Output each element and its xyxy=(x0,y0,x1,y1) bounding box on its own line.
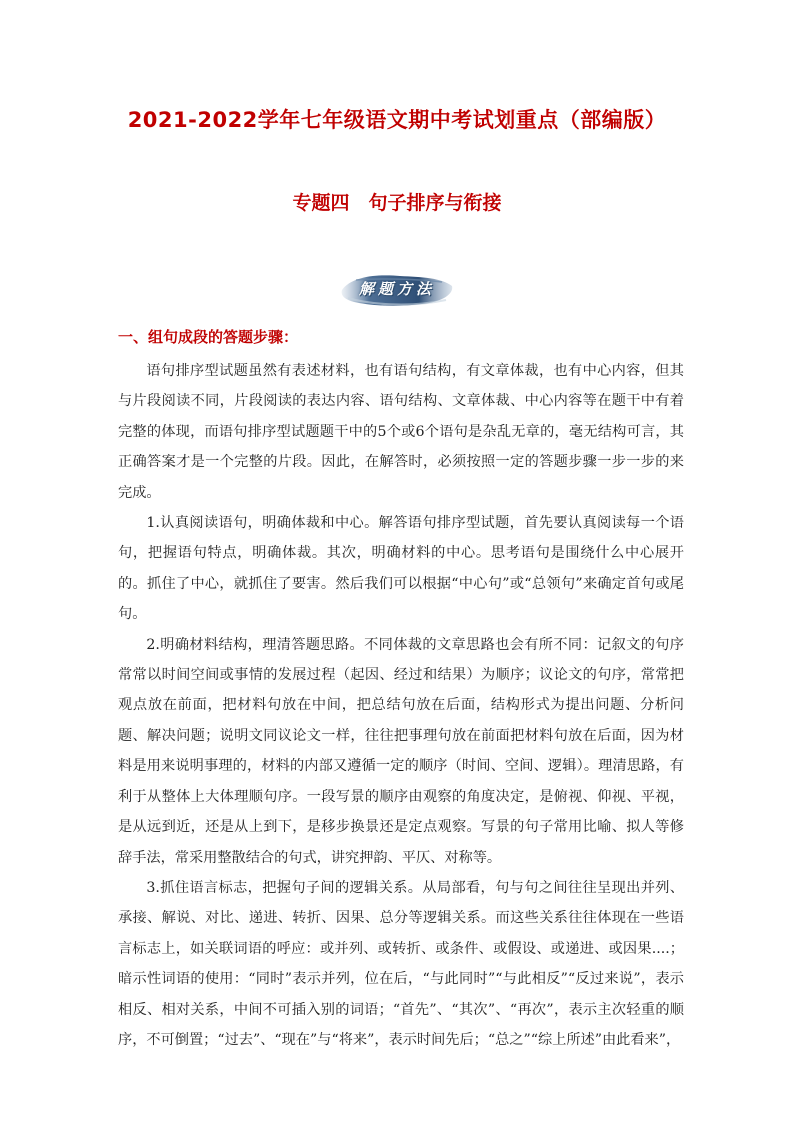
paragraph-step-2: 2.明确材料结构，理清答题思路。不同体裁的文章思路也会有所不同：记叙文的句序常常以时间空间或事情的发展过程（起因、经过和结果）为顺序；议论文的句序，常常把观点放在前面，把材料句放在中间，把总结句放在后面，结构形式为提出问题、分析问题、解决问题；说明文同议论文一样，往往把事理句放在前面把材料句放在后面，因为材料是用来说明事理的，材料的内部又遵循一定的顺序（时间、空间、逻辑）。理清思路，有利于从整体上大体理顺句序。一段写景的顺序由观察的角度决定，是俯视、仰视、平视，是从远到近，还是从上到下，是移步换景还是定点观察。写景的句子常用比喻、拟人等修辞手法，常采用整散结合的句式，讲究押韵、平仄、对称等。 xyxy=(118,636,684,866)
document-title: 2021-2022学年七年级语文期中考试划重点（部编版） xyxy=(127,108,667,132)
topic-subtitle: 专题四 句子排序与衔接 xyxy=(292,192,502,214)
body-text xyxy=(118,356,684,1055)
banner-label: 解题方法 xyxy=(358,280,435,298)
paragraph-step-1: 1.认真阅读语句，明确体裁和中心。解答语句排序型试题，首先要认真阅读每一个语句，把握语句特点，明确体裁。其次，明确材料的中心。思考语句是围绕什么中心展开的。抓住了中心，就抓住了要害。然后我们可以根据“中心句”或“总领句”来确定首句或尾句。 xyxy=(118,515,684,623)
section-heading: 一、组句成段的答题步骤： xyxy=(118,328,299,346)
paragraph-step-3: 3.抓住语言标志，把握句子间的逻辑关系。从局部看，句与句之间往往呈现出并列、承接、解说、对比、递进、转折、因果、总分等逻辑关系。而这些关系往往体现在一些语言标志上，如关联词语的呼应：或并列、或转折、或条件、或假设、或递进、或因果....；暗示性词语的使用：“同时”表示并列，位在后，“与此同时”“与此相反”“反过来说”，表示相反、相对关系，中间不可插入别的词语；“首先”、“其次”、“再次”，表示主次轻重的顺序，不可倒置；“过去”、“现在”与“将来”，表示时间先后；“总之”“综上所述”由此看来”， xyxy=(118,879,684,1048)
method-banner xyxy=(338,268,456,312)
paragraph-intro: 语句排序型试题虽然有表述材料，也有语句结构，有文章体裁，也有中心内容，但其与片段阅读不同，片段阅读的表达内容、语句结构、文章体裁、中心内容等在题干中有着完整的体现，而语句排序型试题题干中的5个或6个语句是杂乱无章的，毫无结构可言，其正确答案才是一个完整的片段。因此，在解答时，必须按照一定的答题步骤一步一步的来完成。 xyxy=(118,363,684,501)
